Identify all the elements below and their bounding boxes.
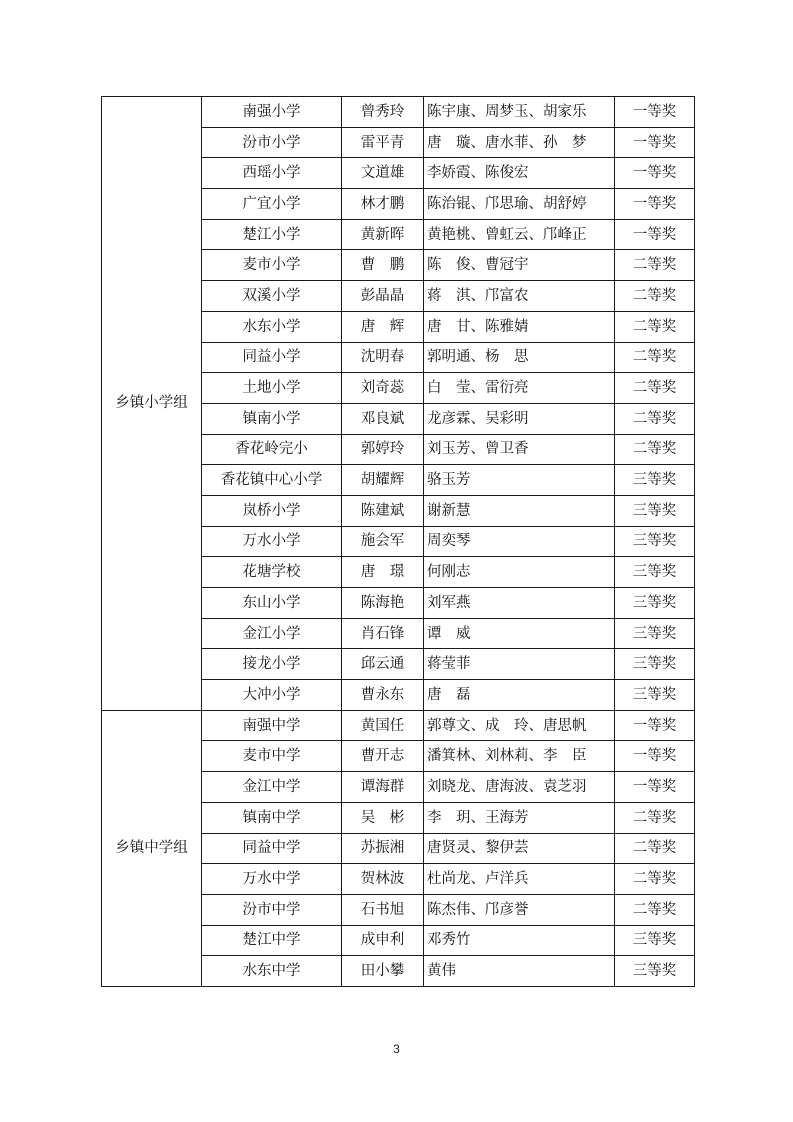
teacher-cell: 林才鹏	[342, 189, 424, 220]
school-cell: 镇南中学	[202, 802, 342, 833]
school-cell: 楚江小学	[202, 219, 342, 250]
teacher-cell: 贺林波	[342, 864, 424, 895]
prize-cell: 三等奖	[615, 956, 695, 987]
students-cell: 周奕琴	[424, 526, 615, 557]
prize-cell: 一等奖	[615, 741, 695, 772]
students-cell: 骆玉芳	[424, 465, 615, 496]
teacher-cell: 曾秀玲	[342, 97, 424, 128]
students-cell: 陈宇康、周梦玉、胡家乐	[424, 97, 615, 128]
prize-cell: 三等奖	[615, 680, 695, 711]
prize-cell: 二等奖	[615, 373, 695, 404]
students-cell: 刘军燕	[424, 588, 615, 619]
teacher-cell: 胡耀辉	[342, 465, 424, 496]
students-cell: 郭明通、杨 思	[424, 342, 615, 373]
teacher-cell: 施会军	[342, 526, 424, 557]
prize-cell: 三等奖	[615, 526, 695, 557]
school-cell: 汾市中学	[202, 894, 342, 925]
school-cell: 西瑶小学	[202, 158, 342, 189]
teacher-cell: 陈建斌	[342, 495, 424, 526]
prize-cell: 三等奖	[615, 495, 695, 526]
students-cell: 谭 威	[424, 618, 615, 649]
prize-cell: 二等奖	[615, 311, 695, 342]
students-cell: 陈治锟、邝思瑜、胡舒婷	[424, 189, 615, 220]
school-cell: 金江小学	[202, 618, 342, 649]
teacher-cell: 雷平青	[342, 127, 424, 158]
school-cell: 金江中学	[202, 772, 342, 803]
school-cell: 万水中学	[202, 864, 342, 895]
teacher-cell: 田小攀	[342, 956, 424, 987]
school-cell: 镇南小学	[202, 403, 342, 434]
prize-cell: 二等奖	[615, 434, 695, 465]
school-cell: 南强小学	[202, 97, 342, 128]
teacher-cell: 文道雄	[342, 158, 424, 189]
award-table	[101, 96, 695, 987]
students-cell: 黄伟	[424, 956, 615, 987]
students-cell: 蒋 淇、邝富农	[424, 281, 615, 312]
award-table-body	[102, 97, 695, 987]
school-cell: 接龙小学	[202, 649, 342, 680]
prize-cell: 三等奖	[615, 557, 695, 588]
school-cell: 香花岭完小	[202, 434, 342, 465]
students-cell: 龙彦霖、吴彩明	[424, 403, 615, 434]
prize-cell: 三等奖	[615, 465, 695, 496]
teacher-cell: 唐 辉	[342, 311, 424, 342]
students-cell: 蒋莹菲	[424, 649, 615, 680]
students-cell: 白 莹、雷衍亮	[424, 373, 615, 404]
table-row	[102, 710, 695, 741]
students-cell: 邓秀竹	[424, 925, 615, 956]
teacher-cell: 石书旭	[342, 894, 424, 925]
teacher-cell: 陈海艳	[342, 588, 424, 619]
prize-cell: 三等奖	[615, 925, 695, 956]
school-cell: 楚江中学	[202, 925, 342, 956]
school-cell: 广宜小学	[202, 189, 342, 220]
students-cell: 郭尊文、成 玲、唐思帆	[424, 710, 615, 741]
students-cell: 潘箕林、刘林莉、李 臣	[424, 741, 615, 772]
prize-cell: 二等奖	[615, 281, 695, 312]
teacher-cell: 郭婷玲	[342, 434, 424, 465]
prize-cell: 一等奖	[615, 710, 695, 741]
school-cell: 大冲小学	[202, 680, 342, 711]
prize-cell: 二等奖	[615, 342, 695, 373]
school-cell: 同益中学	[202, 833, 342, 864]
prize-cell: 一等奖	[615, 97, 695, 128]
teacher-cell: 成申利	[342, 925, 424, 956]
prize-cell: 二等奖	[615, 802, 695, 833]
prize-cell: 一等奖	[615, 189, 695, 220]
school-cell: 麦市小学	[202, 250, 342, 281]
students-cell: 陈 俊、曹冠宇	[424, 250, 615, 281]
teacher-cell: 邱云通	[342, 649, 424, 680]
school-cell: 花塘学校	[202, 557, 342, 588]
school-cell: 双溪小学	[202, 281, 342, 312]
prize-cell: 二等奖	[615, 894, 695, 925]
prize-cell: 一等奖	[615, 158, 695, 189]
page-number: 3	[393, 1042, 400, 1056]
school-cell: 万水小学	[202, 526, 342, 557]
teacher-cell: 沈明春	[342, 342, 424, 373]
teacher-cell: 吴 彬	[342, 802, 424, 833]
students-cell: 李娇霞、陈俊宏	[424, 158, 615, 189]
teacher-cell: 邓良斌	[342, 403, 424, 434]
teacher-cell: 彭晶晶	[342, 281, 424, 312]
table-row	[102, 97, 695, 128]
teacher-cell: 曹永东	[342, 680, 424, 711]
group-name-cell: 乡镇小学组	[102, 97, 202, 711]
school-cell: 南强中学	[202, 710, 342, 741]
teacher-cell: 唐 璟	[342, 557, 424, 588]
prize-cell: 二等奖	[615, 833, 695, 864]
students-cell: 唐 甘、陈雅婧	[424, 311, 615, 342]
school-cell: 水东小学	[202, 311, 342, 342]
students-cell: 谢新慧	[424, 495, 615, 526]
students-cell: 何刚志	[424, 557, 615, 588]
prize-cell: 二等奖	[615, 864, 695, 895]
school-cell: 同益小学	[202, 342, 342, 373]
prize-cell: 一等奖	[615, 219, 695, 250]
teacher-cell: 曹 鹏	[342, 250, 424, 281]
students-cell: 唐 磊	[424, 680, 615, 711]
teacher-cell: 刘奇蕊	[342, 373, 424, 404]
students-cell: 唐贤灵、黎伊芸	[424, 833, 615, 864]
students-cell: 李 玥、王海芳	[424, 802, 615, 833]
prize-cell: 二等奖	[615, 403, 695, 434]
prize-cell: 三等奖	[615, 588, 695, 619]
students-cell: 杜尚龙、卢洋兵	[424, 864, 615, 895]
teacher-cell: 肖石锋	[342, 618, 424, 649]
students-cell: 唐 璇、唐水菲、孙 梦	[424, 127, 615, 158]
school-cell: 岚桥小学	[202, 495, 342, 526]
school-cell: 汾市小学	[202, 127, 342, 158]
students-cell: 刘晓龙、唐海波、袁芝羽	[424, 772, 615, 803]
school-cell: 水东中学	[202, 956, 342, 987]
students-cell: 陈杰伟、邝彦誉	[424, 894, 615, 925]
students-cell: 黄艳桃、曾虹云、邝峰正	[424, 219, 615, 250]
teacher-cell: 曹开志	[342, 741, 424, 772]
students-cell: 刘玉芳、曾卫香	[424, 434, 615, 465]
prize-cell: 一等奖	[615, 772, 695, 803]
school-cell: 香花镇中心小学	[202, 465, 342, 496]
prize-cell: 三等奖	[615, 618, 695, 649]
teacher-cell: 黄国任	[342, 710, 424, 741]
teacher-cell: 黄新晖	[342, 219, 424, 250]
school-cell: 东山小学	[202, 588, 342, 619]
group-name-cell: 乡镇中学组	[102, 710, 202, 986]
teacher-cell: 苏振湘	[342, 833, 424, 864]
school-cell: 土地小学	[202, 373, 342, 404]
prize-cell: 二等奖	[615, 250, 695, 281]
teacher-cell: 谭海群	[342, 772, 424, 803]
school-cell: 麦市中学	[202, 741, 342, 772]
prize-cell: 一等奖	[615, 127, 695, 158]
prize-cell: 三等奖	[615, 649, 695, 680]
